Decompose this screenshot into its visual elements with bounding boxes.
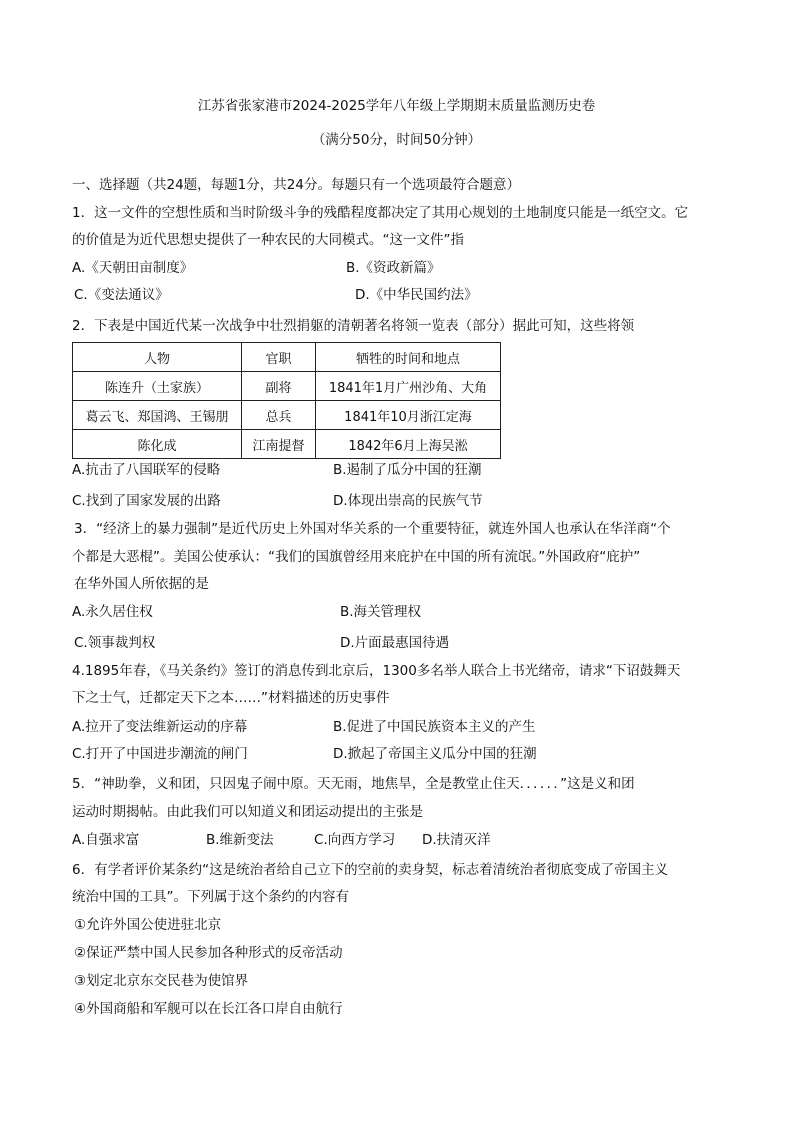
section-heading: 一、选择题（共24题，每题1分，共24分。每题只有一个选项最符合题意） <box>72 177 520 193</box>
q6-item-3: ③划定北京东交民巷为使馆界 <box>74 973 249 989</box>
q4-option-c: C.打开了中国进步潮流的闸门 <box>72 746 248 762</box>
q1-option-c: C.《变法通议》 <box>74 287 169 303</box>
table-header-cell: 官职 <box>242 343 316 372</box>
q1-option-b: B.《资政新篇》 <box>346 260 441 276</box>
table-cell: 葛云飞、郑国鸿、王锡朋 <box>73 401 242 430</box>
q3-stem-line2: 个都是大恶棍”。美国公使承认：“我们的国旗曾经用来庇护在中国的所有流氓。”外国政府“庇护” <box>72 549 641 565</box>
table-cell: 1842年6月上海吴淞 <box>316 430 501 459</box>
exam-title: 江苏省张家港市2024-2025学年八年级上学期期末质量监测历史卷 <box>197 98 596 114</box>
q4-stem-line2: 下之士气，迁都定天下之本……”材料描述的历史事件 <box>72 690 390 706</box>
q5-option-b: B.维新变法 <box>206 832 274 848</box>
q6-stem-line2: 统治中国的工具”。下列属于这个条约的内容有 <box>72 889 349 905</box>
q1-option-a: A.《天朝田亩制度》 <box>72 260 194 276</box>
table-header-row <box>73 343 501 372</box>
q6-item-4: ④外国商船和军舰可以在长江各口岸自由航行 <box>74 1001 343 1017</box>
q3-stem-line1: 3．“经济上的暴力强制”是近代历史上外国对华关系的一个重要特征，就连外国人也承认在华洋商“个 <box>74 521 671 537</box>
q1-stem-line2: 的价值是为近代思想史提供了一种农民的大同模式。“这一文件”指 <box>72 232 464 248</box>
table-cell: 副将 <box>242 372 316 401</box>
q4-stem-line1: 4.1895年春，《马关条约》签订的消息传到北京后，1300多名举人联合上书光绪帝，请求“下诏鼓舞天 <box>72 663 681 679</box>
table-header-cell: 牺牲的时间和地点 <box>316 343 501 372</box>
q2-generals-table <box>72 342 501 459</box>
q4-option-a: A.拉开了变法维新运动的序幕 <box>72 719 248 735</box>
q3-stem-line3: 在华外国人所依据的是 <box>74 576 209 592</box>
q4-option-b: B.促进了中国民族资本主义的产生 <box>333 719 536 735</box>
q2-option-b: B.遏制了瓜分中国的狂潮 <box>333 462 482 478</box>
q3-option-a: A.永久居住权 <box>72 604 153 620</box>
q1-option-d: D.《中华民国约法》 <box>355 287 478 303</box>
q4-option-d: D.掀起了帝国主义瓜分中国的狂潮 <box>333 746 537 762</box>
exam-subtitle: （满分50分，时间50分钟） <box>311 132 482 148</box>
q6-item-1: ①允许外国公使进驻北京 <box>74 917 222 933</box>
q1-stem-line1: 1．这一文件的空想性质和当时阶级斗争的残酷程度都决定了其用心规划的土地制度只能是一纸空文。它 <box>72 205 689 221</box>
table-cell: 陈化成 <box>73 430 242 459</box>
q2-option-a: A.抗击了八国联军的侵略 <box>72 462 221 478</box>
q3-option-d: D.片面最惠国待遇 <box>340 635 450 651</box>
q5-option-a: A.自强求富 <box>72 832 140 848</box>
q2-stem-line1: 2．下表是中国近代某一次战争中壮烈捐躯的清朝著名将领一览表（部分）据此可知，这些将领 <box>72 318 635 334</box>
table-row <box>73 372 501 401</box>
table-cell: 1841年1月广州沙角、大角 <box>316 372 501 401</box>
q5-stem-line1: 5．“神助拳，义和团，只因鬼子闹中原。天无雨，地焦旱，全是教堂止住天．．．．．．”这是义和团 <box>72 776 635 792</box>
q5-stem-line2: 运动时期揭帖。由此我们可以知道义和团运动提出的主张是 <box>72 804 423 820</box>
q2-option-d: D.体现出崇高的民族气节 <box>333 493 483 509</box>
q6-item-2: ②保证严禁中国人民参加各种形式的反帝活动 <box>74 945 343 961</box>
q5-option-c: C.向西方学习 <box>314 832 396 848</box>
q2-option-c: C.找到了国家发展的出路 <box>72 493 221 509</box>
q3-option-b: B.海关管理权 <box>340 604 422 620</box>
q6-stem-line1: 6．有学者评价某条约“这是统治者给自己立下的空前的卖身契，标志着清统治者彻底变成了帝国主义 <box>72 862 669 878</box>
table-cell: 总兵 <box>242 401 316 430</box>
table-row <box>73 430 501 459</box>
table-row <box>73 401 501 430</box>
q3-option-c: C.领事裁判权 <box>74 635 156 651</box>
table-cell: 陈连升（土家族） <box>73 372 242 401</box>
table-cell: 江南提督 <box>242 430 316 459</box>
table-header-cell: 人物 <box>73 343 242 372</box>
q5-option-d: D.扶清灭洋 <box>422 832 491 848</box>
table-cell: 1841年10月浙江定海 <box>316 401 501 430</box>
